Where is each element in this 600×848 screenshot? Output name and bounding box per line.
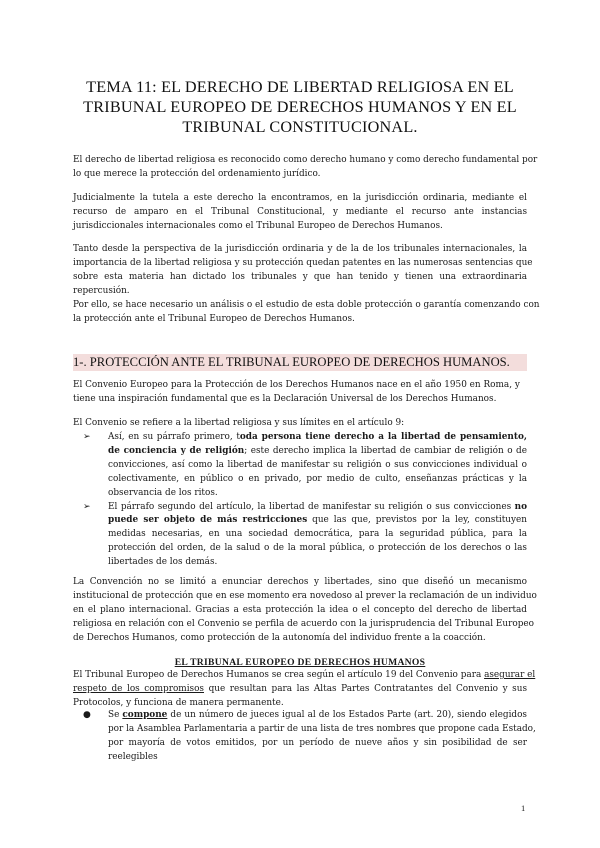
intro-paragraph-3 [73, 243, 540, 326]
text-line: reelegibles [108, 751, 158, 762]
text-line: Protocolos, y funciona de manera permanente. [73, 697, 284, 708]
text-line: por la Asamblea Parlamentaria a partir de una lista de tres nombres que propone cada Estado, [108, 723, 536, 734]
intro-paragraph-2 [73, 192, 527, 234]
text-line [108, 501, 527, 515]
text-run: El párrafo segundo del artículo, la libertad de manifestar su religión o sus convicciones [108, 501, 515, 512]
section-heading: 1-. PROTECCIÓN ANTE EL TRIBUNAL EUROPEO DE DERECHOS HUMANOS. [73, 354, 527, 371]
text-line [73, 669, 536, 683]
text-line: repercusión. [73, 285, 130, 296]
text-line: libertades de los demás. [108, 557, 218, 568]
text-line [73, 683, 527, 697]
text-line: institucional de protección que en ese momento era novedoso al prever la reclamación de un individuo [73, 590, 537, 601]
section2-paragraph-1 [73, 669, 536, 711]
bullet-dot-icon: ● [83, 710, 91, 720]
section1-paragraph-2 [73, 417, 527, 431]
bold-underlined-text: compone [122, 710, 168, 720]
arrow-bullet-icon: ➢ [83, 501, 91, 512]
bold-text: de conciencia y de religión [108, 445, 245, 456]
text-line: El derecho de libertad religiosa es reconocido como derecho humano y como derecho fundamental por [73, 155, 538, 165]
text-line: Tanto desde la perspectiva de la jurisdicción ordinaria y de la de los tribunales internacionales, la [73, 244, 527, 254]
text-line [108, 445, 527, 459]
arrow-bullet-icon: ➢ [83, 432, 91, 442]
text-line: importancia de la libertad religiosa y su protección quedan patentes en las numerosas sentencias que [73, 257, 533, 268]
text-line: Judicialmente la tutela a este derecho la encontramos, en la jurisdicción ordinaria, mediante el [73, 193, 527, 203]
bold-text: no [514, 501, 527, 512]
text-line: jurisdiccionales internacionales como el Tribunal Europeo de Derechos Humanos. [73, 220, 443, 231]
title-line: TRIBUNAL EUROPEO DE DERECHOS HUMANOS Y EN EL [83, 98, 517, 116]
article-bullet-list [83, 431, 527, 570]
page-title [70, 77, 530, 137]
intro-paragraph-1 [73, 154, 538, 182]
text-line: lo que merece la protección del ordenamiento jurídico. [73, 168, 321, 179]
text-run: que las que, previstos por la ley, constituyen [307, 515, 527, 526]
text-line [108, 431, 527, 445]
text-run: que resultan para las Altas Partes Contratantes del Convenio y sus [204, 683, 527, 694]
bold-text: oda persona tiene derecho a la libertad de pensamiento, [239, 432, 527, 442]
text-run: Se [108, 710, 123, 720]
text-line: observancia de los ritos. [108, 487, 218, 498]
text-line [108, 709, 527, 723]
text-line: medidas necesarias, en una sociedad democrática, para la seguridad pública, para la [108, 529, 527, 540]
text-line: La Convención no se limitó a enunciar derechos y libertades, sino que diseñó un mecanismo [73, 577, 527, 587]
text-line [108, 514, 527, 528]
underlined-text: respeto de los compromisos [73, 683, 204, 694]
text-line: El Convenio Europeo para la Protección de los Derechos Humanos nace en el año 1950 en Roma, y [73, 380, 520, 390]
text-run: Así, en su párrafo primero, t [108, 432, 240, 442]
section1-paragraph-1 [73, 379, 527, 407]
text-line: protección del orden, de la salud o de la moral pública, o protección de los derechos o las [108, 543, 527, 554]
bold-text: puede ser objeto de más restricciones [108, 515, 308, 526]
section1-paragraph-3 [73, 576, 537, 646]
title-line: TEMA 11: EL DERECHO DE LIBERTAD RELIGIOSA EN EL [86, 78, 514, 96]
list-item [83, 501, 527, 571]
text-line: El Convenio se refiere a la libertad religiosa y sus límites en el artículo 9: [73, 418, 405, 428]
text-line: Por ello, se hace necesario un análisis o el estudio de esta doble protección o garantía comenzando con [73, 299, 540, 310]
text-line: tiene una inspiración fundamental que es la Declaración Universal de los Derechos Humanos. [73, 393, 497, 404]
text-line: religiosa en relación con el Convenio se perfila de acuerdo con la jurisprudencia del Tribunal Europeo [73, 618, 534, 629]
underlined-text: asegurar el [484, 670, 536, 680]
text-line: por mayoría de votos emitidos, por un período de nueve años y sin posibilidad de ser [108, 737, 527, 748]
title-line: TRIBUNAL CONSTITUCIONAL. [182, 118, 418, 136]
text-run: ; este derecho implica la libertad de cambiar de religión o de [244, 445, 527, 456]
text-line: la protección ante el Tribunal Europeo de Derechos Humanos. [73, 313, 355, 324]
text-run: El Tribunal Europeo de Derechos Humanos se crea según el artículo 19 del Convenio para [73, 670, 485, 680]
text-line: en el plano internacional. Gracias a esta protección la idea o el concepto del derecho de libertad [73, 604, 527, 615]
list-item [83, 709, 536, 765]
subsection-heading: EL TRIBUNAL EUROPEO DE DERECHOS HUMANOS [174, 657, 426, 668]
text-line: recurso de amparo en el Tribunal Constitucional, y mediante el recurso ante instancias [73, 206, 527, 217]
list-item [83, 431, 527, 501]
text-line: convicciones, así como la libertad de manifestar su religión o sus convicciones individual o [108, 459, 527, 470]
page-number: 1 [521, 803, 526, 813]
text-line: sobre esta materia han dictado los tribunales y que han tenido y tienen una extraordinaria [73, 271, 527, 282]
text-line: de Derechos Humanos, como protección de la autonomía del individuo frente a la coacción. [73, 632, 486, 643]
text-run: de un número de jueces igual al de los Estados Parte (art. 20), siendo elegidos [167, 710, 527, 720]
composition-bullet-list [83, 709, 536, 765]
text-line: colectivamente, en público o en privado, por medio de culto, enseñanzas prácticas y la [108, 473, 527, 484]
